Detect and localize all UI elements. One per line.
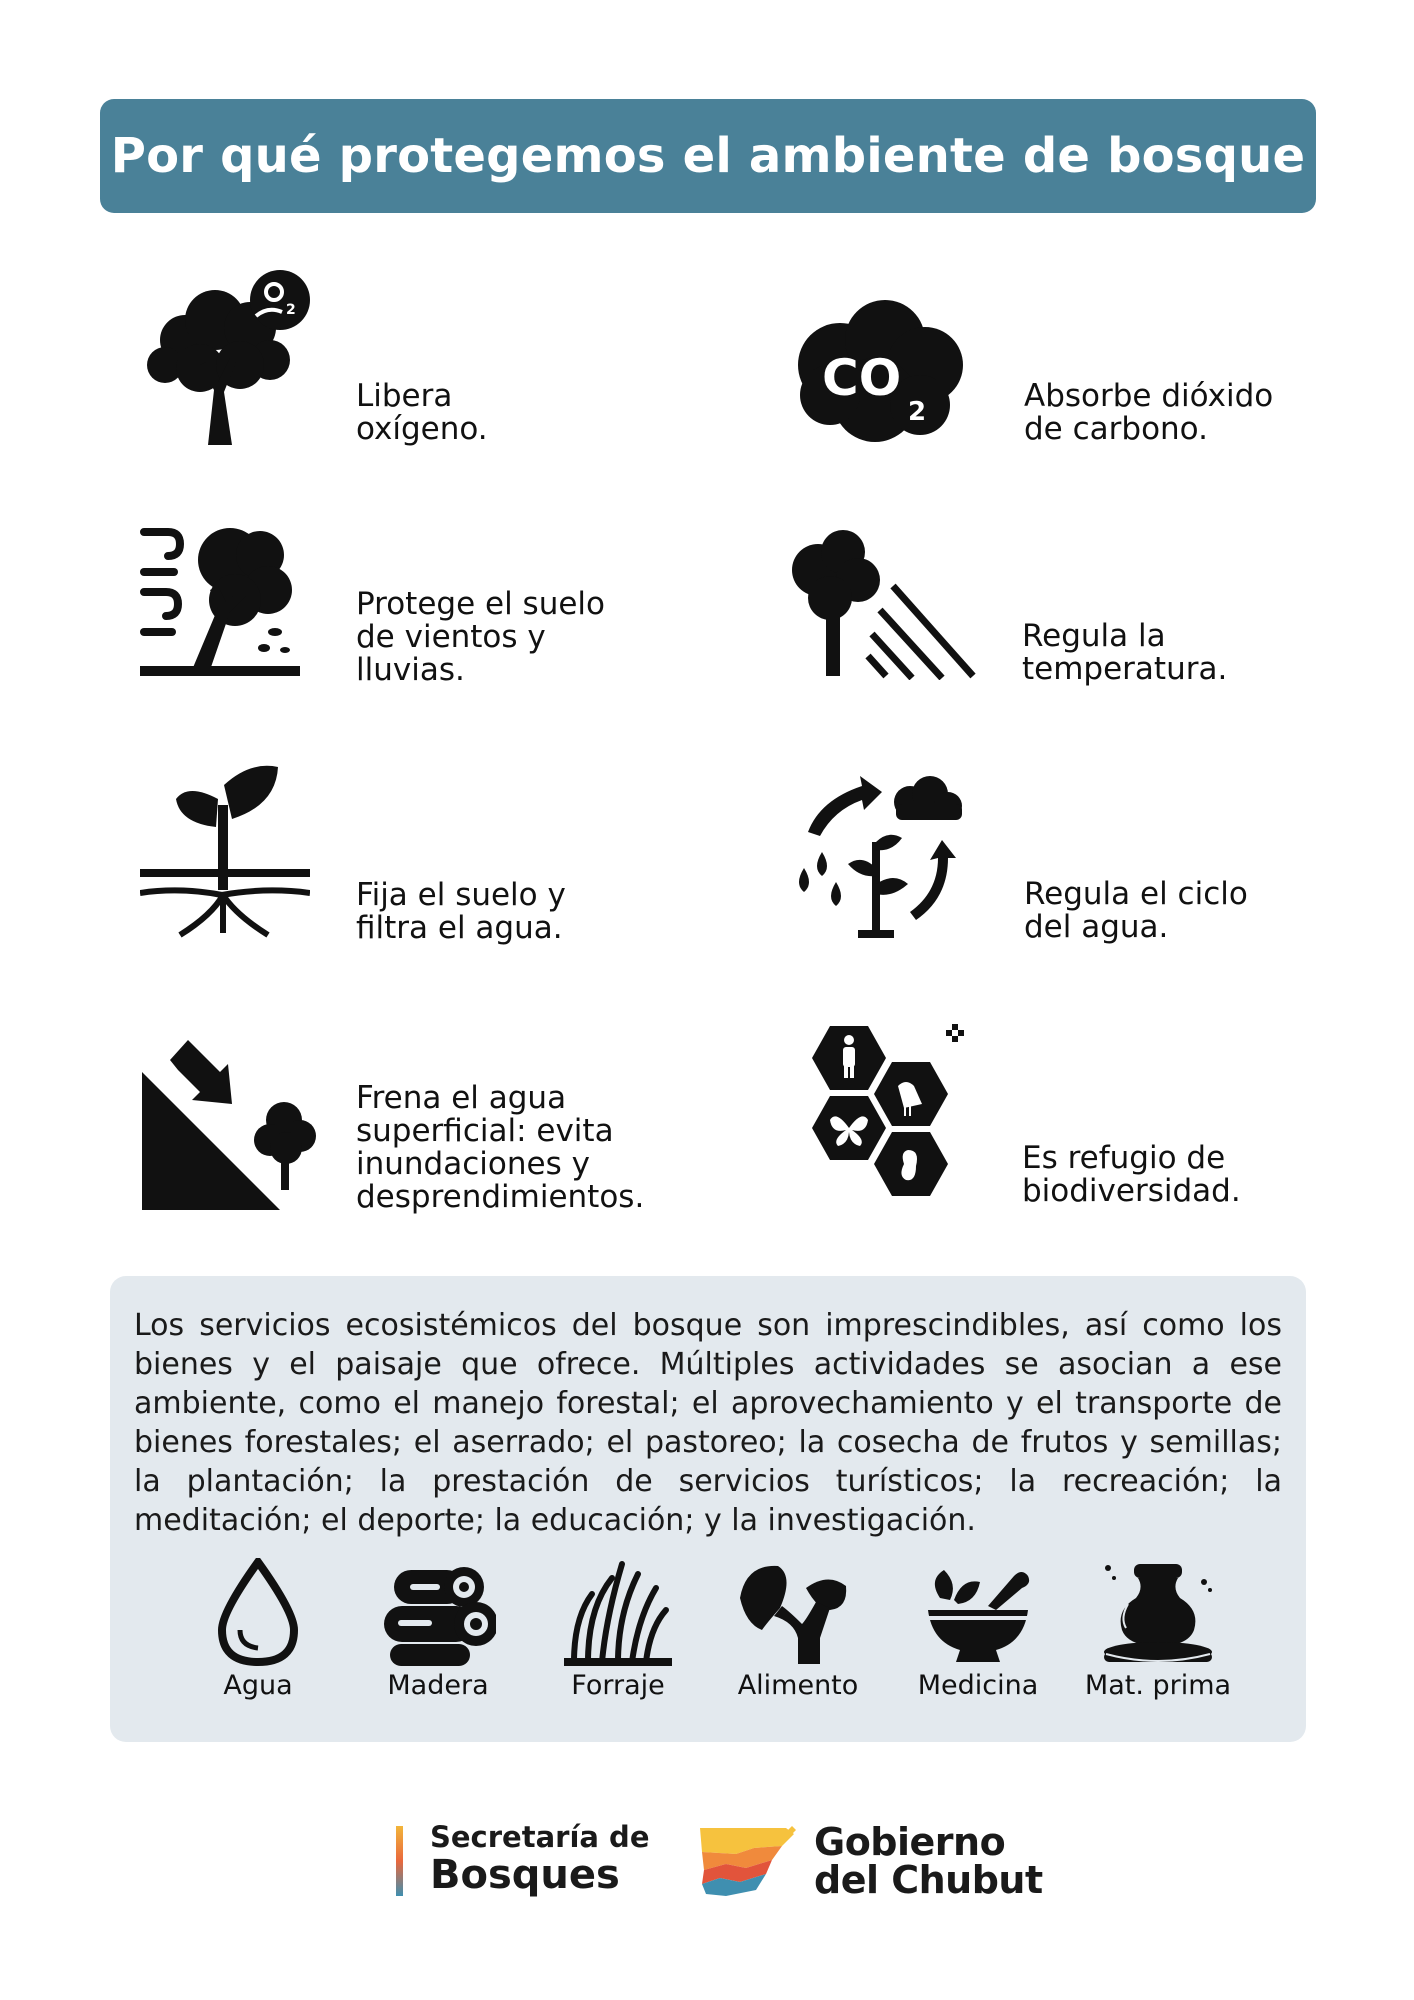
resource-item	[1078, 1558, 1238, 1718]
tree-oxygen-icon	[140, 270, 315, 445]
clay-pot-icon	[1100, 1558, 1216, 1668]
title-banner	[100, 99, 1316, 213]
benefit-item	[140, 1040, 740, 1220]
benefit-label: Frena el agua superficial: evita inundaciones y desprendimientos.	[356, 1080, 645, 1215]
resource-item	[178, 1558, 338, 1718]
mortar-pestle-icon	[918, 1558, 1038, 1668]
resource-item	[358, 1558, 518, 1718]
benefit-label: Regula el ciclo del agua.	[1024, 876, 1248, 945]
chubut-map-icon	[696, 1824, 804, 1898]
logo-color-bar	[396, 1826, 403, 1896]
grass-icon	[562, 1558, 674, 1668]
sprout-roots-icon	[140, 765, 310, 940]
resource-label: Alimento	[737, 1670, 859, 1701]
secretaria-line1: Secretaría de	[430, 1820, 650, 1854]
benefit-label: Es refugio de biodiversidad.	[1022, 1140, 1241, 1209]
gobierno-line1: Gobierno	[814, 1820, 1006, 1864]
benefit-label: Libera oxígeno.	[356, 378, 488, 447]
secretaria-line2: Bosques	[430, 1852, 620, 1898]
resource-label: Forraje	[571, 1670, 665, 1701]
benefit-item	[788, 1010, 1348, 1220]
gobierno-chubut-logo	[696, 1820, 1043, 1930]
water-drop-icon	[208, 1558, 308, 1668]
co2-cloud-icon	[790, 295, 970, 445]
resource-item	[718, 1558, 878, 1718]
tree-wind-icon	[140, 520, 300, 680]
resource-label: Medicina	[917, 1670, 1039, 1701]
page-title: Por qué protegemos el ambiente de bosque	[110, 128, 1306, 184]
benefit-label: Regula la temperatura.	[1022, 618, 1228, 687]
benefit-item	[788, 530, 1348, 690]
services-box	[110, 1276, 1306, 1742]
mushroom-icon	[736, 1558, 860, 1668]
benefit-item	[790, 772, 1350, 952]
benefit-item	[140, 520, 700, 690]
svg-text:2: 2	[286, 302, 296, 318]
benefit-item	[140, 270, 700, 450]
tree-sun-rays-icon	[788, 530, 978, 680]
svg-text:CO: CO	[822, 349, 902, 407]
benefit-item	[790, 295, 1350, 455]
resource-label: Agua	[223, 1670, 293, 1701]
water-cycle-icon	[790, 772, 965, 942]
benefit-item	[140, 765, 700, 945]
resource-label: Mat. prima	[1084, 1670, 1232, 1701]
svg-text:2: 2	[908, 397, 927, 427]
benefit-label: Absorbe dióxido de carbono.	[1024, 378, 1274, 447]
resource-item	[898, 1558, 1058, 1718]
benefit-label: Protege el suelo de vientos y lluvias.	[356, 586, 605, 688]
resource-item	[538, 1558, 698, 1718]
slope-tree-icon	[140, 1040, 320, 1215]
resources-row	[110, 1558, 1306, 1718]
services-paragraph: Los servicios ecosistémicos del bosque son imprescindibles, así como los bienes y el paisaje que ofrece. Múltiples actividades se asocian a ese ambiente, como el manejo forestal; el aprovechamiento y el transporte de bienes forestales; el aserrado; el pastoreo; la cosecha de frutos y semillas; la plantación; la prestación de servicios turísticos; la recreación; la meditación; el deporte; la educación; y la investigación.	[134, 1308, 1282, 1538]
biodiversity-hexagons-icon	[788, 1010, 978, 1210]
logs-icon	[380, 1558, 496, 1668]
resource-label: Madera	[387, 1670, 489, 1701]
secretaria-bosques-logo	[396, 1820, 650, 1930]
footer	[0, 1820, 1414, 1930]
gobierno-line2: del Chubut	[814, 1858, 1043, 1902]
benefit-label: Fija el suelo y filtra el agua.	[356, 877, 566, 946]
